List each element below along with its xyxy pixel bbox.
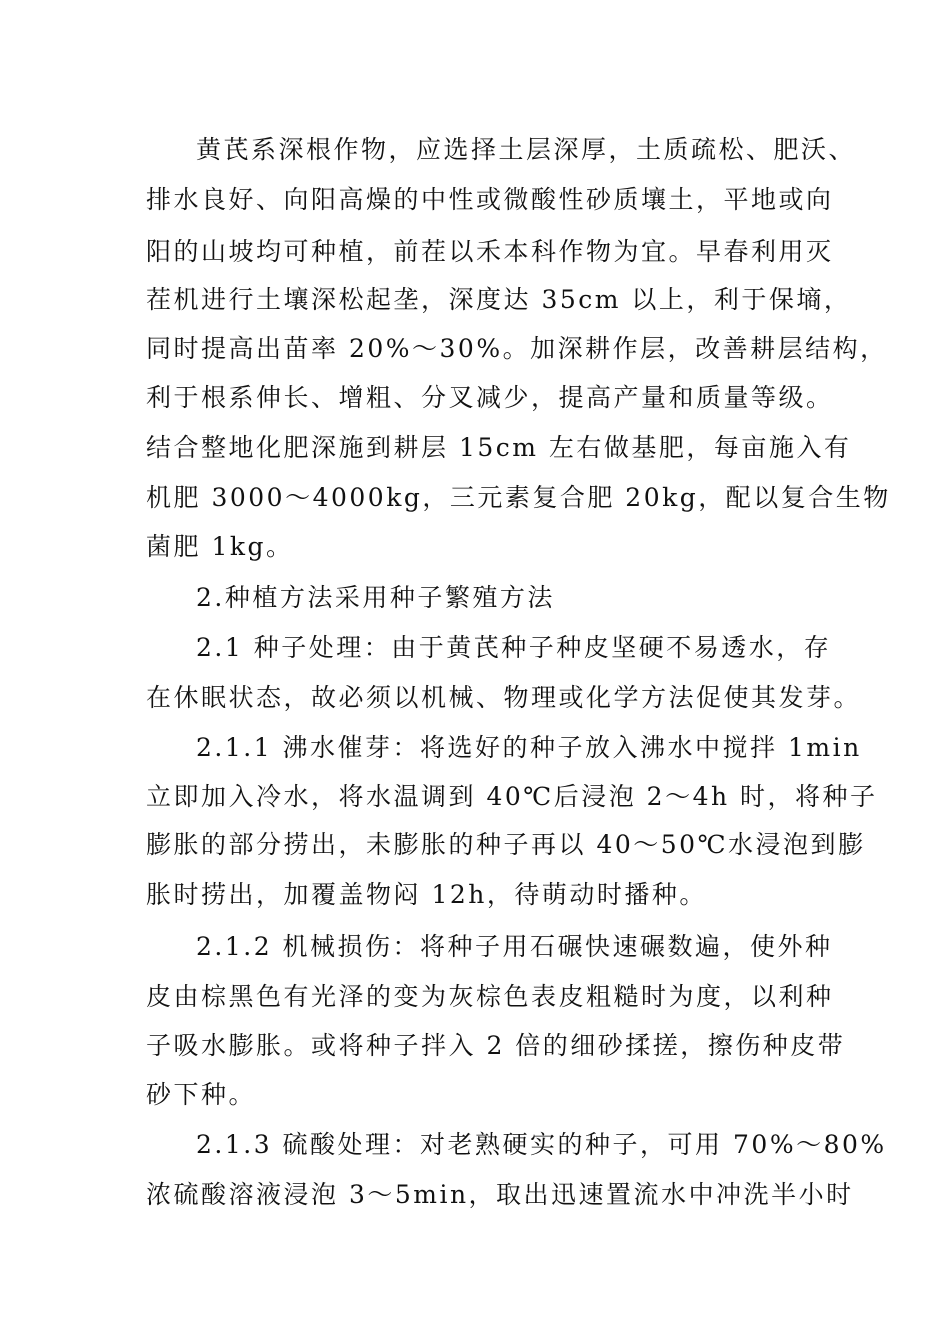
paragraph-line: 2.1 种子处理：由于黄芪种子种皮坚硬不易透水，存 — [196, 633, 832, 662]
paragraph-line: 菌肥 1kg。 — [146, 532, 294, 561]
paragraph-line: 浓硫酸溶液浸泡 3～5min，取出迅速置流水中冲洗半小时 — [146, 1180, 854, 1209]
paragraph-line: 立即加入冷水，将水温调到 40℃后浸泡 2～4h 时，将种子 — [146, 782, 878, 811]
paragraph-line: 膨胀的部分捞出，未膨胀的种子再以 40～50℃水浸泡到膨 — [146, 830, 866, 859]
paragraph-line: 阳的山坡均可种植，前茬以禾本科作物为宜。早春利用灭 — [146, 237, 834, 266]
paragraph-line: 在休眠状态，故必须以机械、物理或化学方法促使其发芽。 — [146, 683, 862, 712]
paragraph-line: 砂下种。 — [146, 1080, 257, 1109]
paragraph-line: 子吸水膨胀。或将种子拌入 2 倍的细砂揉搓，擦伤种皮带 — [146, 1031, 846, 1060]
paragraph-line: 黄芪系深根作物，应选择土层深厚，土质疏松、肥沃、 — [196, 135, 857, 164]
paragraph-line: 排水良好、向阳高燥的中性或微酸性砂质壤土，平地或向 — [146, 185, 834, 214]
paragraph-line: 茬机进行土壤深松起垄，深度达 35cm 以上，利于保墒， — [146, 285, 852, 314]
paragraph-line: 2.1.3 硫酸处理：对老熟硬实的种子，可用 70%～80% — [196, 1130, 887, 1159]
paragraph-line: 机肥 3000～4000kg，三元素复合肥 20kg，配以复合生物 — [146, 483, 891, 512]
paragraph-line: 皮由棕黑色有光泽的变为灰棕色表皮粗糙时为度，以利种 — [146, 982, 834, 1011]
paragraph-line: 结合整地化肥深施到耕层 15cm 左右做基肥，每亩施入有 — [146, 433, 852, 462]
paragraph-line: 2.1.1 沸水催芽：将选好的种子放入沸水中搅拌 1min — [196, 733, 862, 762]
paragraph-line: 胀时捞出，加覆盖物闷 12h，待萌动时播种。 — [146, 880, 707, 909]
section-heading: 2.种植方法采用种子繁殖方法 — [196, 583, 555, 612]
paragraph-line: 同时提高出苗率 20%～30%。加深耕作层，改善耕层结构， — [146, 334, 888, 363]
paragraph-line: 利于根系伸长、增粗、分叉减少，提高产量和质量等级。 — [146, 383, 834, 412]
paragraph-line: 2.1.2 机械损伤：将种子用石碾快速碾数遍，使外种 — [196, 932, 833, 961]
